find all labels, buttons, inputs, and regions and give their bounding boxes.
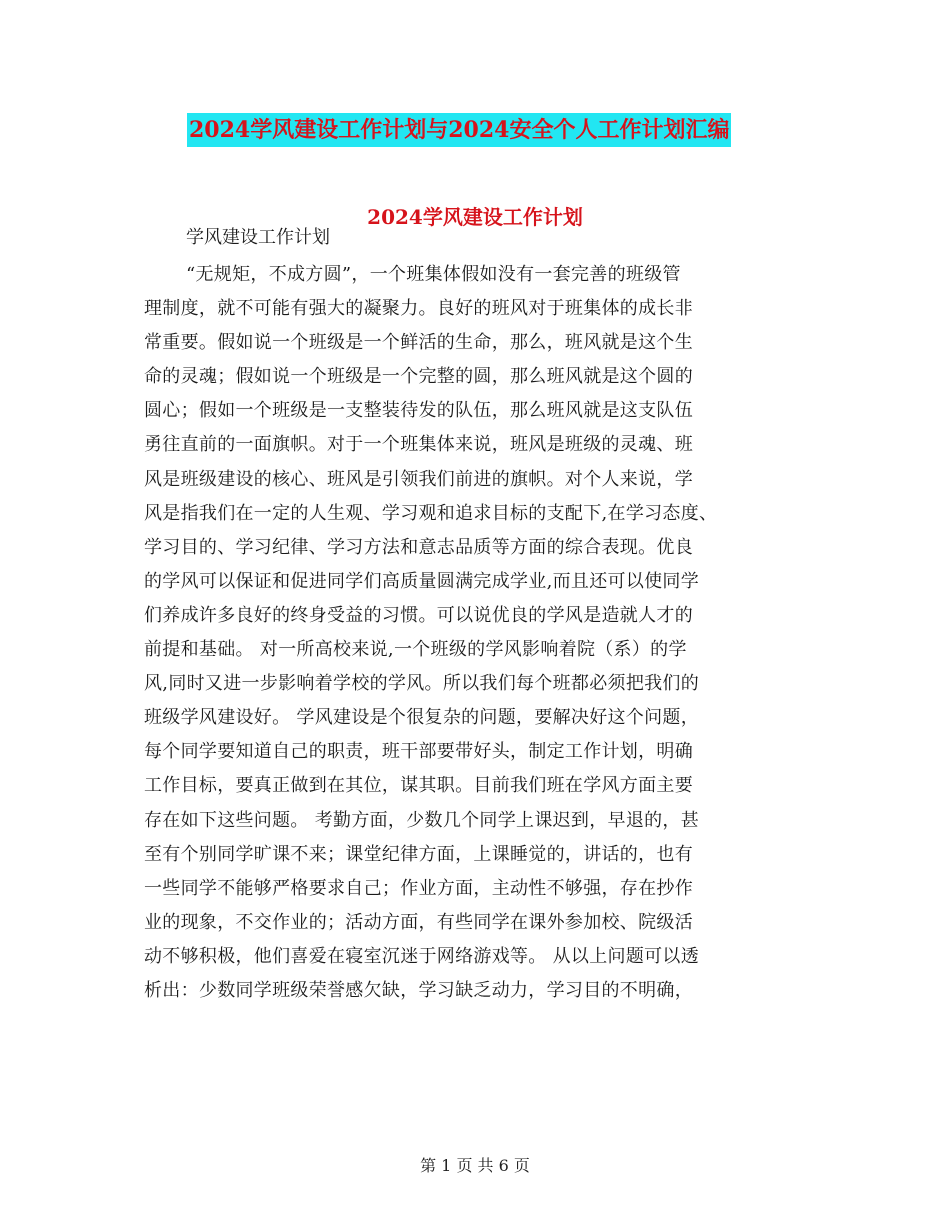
body-line: 风是班级建设的核心、班风是引领我们前进的旗帜。对个人来说，学 <box>144 468 693 490</box>
body-line: 学习目的、学习纪律、学习方法和意志品质等方面的综合表现。优良 <box>144 536 693 558</box>
body-line: 前提和基础。 对一所高校来说,一个班级的学风影响着院（系）的学 <box>144 639 687 661</box>
document-title: 2024学风建设工作计划与2024安全个人工作计划汇编 <box>187 113 731 147</box>
body-line: 风,同时又进一步影响着学校的学风。所以我们每个班都必须把我们的 <box>144 673 700 695</box>
body-line: 一些同学不能够严格要求自己；作业方面，主动性不够强，存在抄作 <box>144 877 693 899</box>
body-line: 命的灵魂；假如说一个班级是一个完整的圆，那么班风就是这个圆的 <box>144 366 693 388</box>
body-line: 至有个别同学旷课不来；课堂纪律方面，上课睡觉的，讲话的，也有 <box>144 843 693 865</box>
body-line: 析出：少数同学班级荣誉感欠缺，学习缺乏动力，学习目的不明确， <box>144 979 693 1001</box>
body-line: 动不够积极，他们喜爱在寝室沉迷于网络游戏等。 从以上问题可以透 <box>144 945 700 967</box>
body-line: 存在如下这些问题。 考勤方面，少数几个同学上课迟到，早退的，甚 <box>144 809 700 831</box>
body-line: “无规矩，不成方圆”，一个班集体假如没有一套完善的班级管 <box>186 264 681 285</box>
body-text <box>144 258 824 1008</box>
body-line: 班级学风建设好。 学风建设是个很复杂的问题，要解决好这个问题， <box>144 707 700 729</box>
body-line: 理制度，就不可能有强大的凝聚力。良好的班风对于班集体的成长非 <box>144 298 693 320</box>
body-line: 的学风可以保证和促进同学们高质量圆满完成学业,而且还可以使同学 <box>144 570 700 592</box>
body-line: 业的现象，不交作业的；活动方面，有些同学在课外参加校、院级活 <box>144 911 693 933</box>
section-title: 2024学风建设工作计划 <box>367 205 583 229</box>
body-line: 每个同学要知道自己的职责，班干部要带好头，制定工作计划，明确 <box>144 741 693 763</box>
page-number-footer: 第 1 页 共 6 页 <box>420 1156 530 1175</box>
subheading: 学风建设工作计划 <box>186 227 330 248</box>
body-line: 常重要。假如说一个班级是一个鲜活的生命，那么，班风就是这个生 <box>144 332 693 354</box>
body-line: 们养成许多良好的终身受益的习惯。可以说优良的学风是造就人才的 <box>144 604 693 626</box>
body-line: 勇往直前的一面旗帜。对于一个班集体来说，班风是班级的灵魂、班 <box>144 434 693 456</box>
body-line: 工作目标，要真正做到在其位，谋其职。目前我们班在学风方面主要 <box>144 775 693 797</box>
body-line: 圆心；假如一个班级是一支整装待发的队伍，那么班风就是这支队伍 <box>144 400 693 422</box>
body-line: 风是指我们在一定的人生观、学习观和追求目标的支配下,在学习态度、 <box>144 502 718 524</box>
